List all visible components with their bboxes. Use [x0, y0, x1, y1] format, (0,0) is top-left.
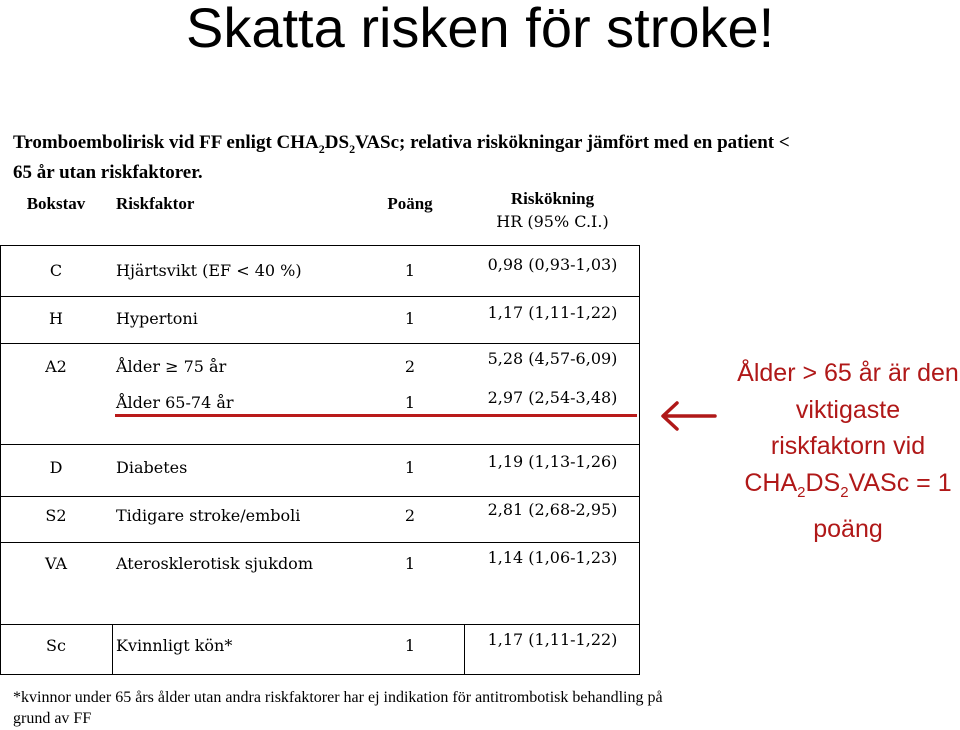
row-factor: Aterosklerotisk sjukdom	[116, 554, 313, 573]
grid-line	[0, 674, 640, 675]
row-factor-secondary: Ålder 65-74 år	[116, 393, 234, 412]
row-hr-secondary: 2,97 (2,54-3,48)	[487, 388, 618, 407]
caption-sub-2: 2	[349, 141, 356, 156]
row-letter: Sc	[46, 636, 66, 655]
row-points: 1	[404, 636, 416, 655]
callout-line-2: VASc = 1 poäng	[813, 468, 952, 543]
row-letter: A2	[45, 357, 67, 376]
table-caption	[13, 131, 813, 184]
header-hr-1: Riskökning	[510, 189, 595, 208]
grid-line	[0, 542, 640, 543]
row-hr: 2,81 (2,68-2,95)	[487, 500, 618, 519]
callout-sub-1: 2	[797, 483, 806, 501]
row-points: 1	[404, 309, 416, 328]
grid-line	[0, 343, 640, 344]
callout-mid: DS	[805, 468, 841, 497]
row-hr: 5,28 (4,57-6,09)	[487, 349, 618, 368]
row-factor: Tidigare stroke/emboli	[116, 506, 301, 525]
row-letter: S2	[45, 506, 67, 525]
callout-sub-2: 2	[840, 483, 849, 501]
row-points: 2	[404, 506, 416, 525]
row-points: 1	[404, 554, 416, 573]
grid-border	[112, 624, 113, 674]
caption-part-3: VASc; relativa riskökningar jämfört med en patient < 65 år utan riskfaktorer.	[13, 132, 790, 183]
row-factor: Diabetes	[116, 458, 188, 477]
grid-line	[0, 444, 640, 445]
row-factor: Kvinnligt kön*	[116, 636, 233, 655]
row-letter: D	[49, 458, 63, 477]
header-factor: Riskfaktor	[116, 194, 195, 213]
row-points: 1	[404, 261, 416, 280]
row-letter: H	[49, 309, 63, 328]
row-factor: Ålder ≥ 75 år	[116, 357, 227, 376]
grid-line	[0, 245, 640, 246]
row-hr: 1,14 (1,06-1,23)	[487, 548, 618, 567]
arrow-left-icon	[657, 395, 717, 435]
row-factor: Hypertoni	[116, 309, 198, 328]
row-points-secondary: 1	[404, 393, 416, 412]
age-highlight-underline	[115, 414, 637, 417]
row-points: 1	[404, 458, 416, 477]
grid-line	[0, 624, 640, 625]
row-hr: 0,98 (0,93-1,03)	[487, 255, 618, 274]
age-callout	[736, 355, 960, 548]
row-factor: Hjärtsvikt (EF < 40 %)	[116, 261, 302, 280]
page-title: Skatta risken för stroke!	[186, 0, 775, 59]
footnote: *kvinnor under 65 års ålder utan andra riskfaktorer har ej indikation för antitrombotisk behandling på grund av FF	[13, 689, 663, 727]
row-letter: VA	[44, 554, 68, 573]
row-hr: 1,17 (1,11-1,22)	[487, 303, 618, 322]
caption-part-1: Tromboembolirisk vid FF enligt CHA	[13, 132, 319, 153]
header-letter: Bokstav	[26, 194, 86, 213]
header-points: Poäng	[387, 194, 433, 213]
row-hr: 1,19 (1,13-1,26)	[487, 452, 618, 471]
grid-line	[0, 496, 640, 497]
caption-part-2: DS	[324, 132, 350, 153]
row-points: 2	[404, 357, 416, 376]
row-hr: 1,17 (1,11-1,22)	[487, 630, 618, 649]
caption-sub-1: 2	[318, 141, 325, 156]
callout-line-1: Ålder > 65 år är den viktigaste riskfaktorn vid CHA	[737, 359, 959, 497]
row-letter: C	[49, 261, 63, 280]
grid-line	[0, 296, 640, 297]
header-hr-2: HR (95% C.I.)	[496, 212, 609, 231]
